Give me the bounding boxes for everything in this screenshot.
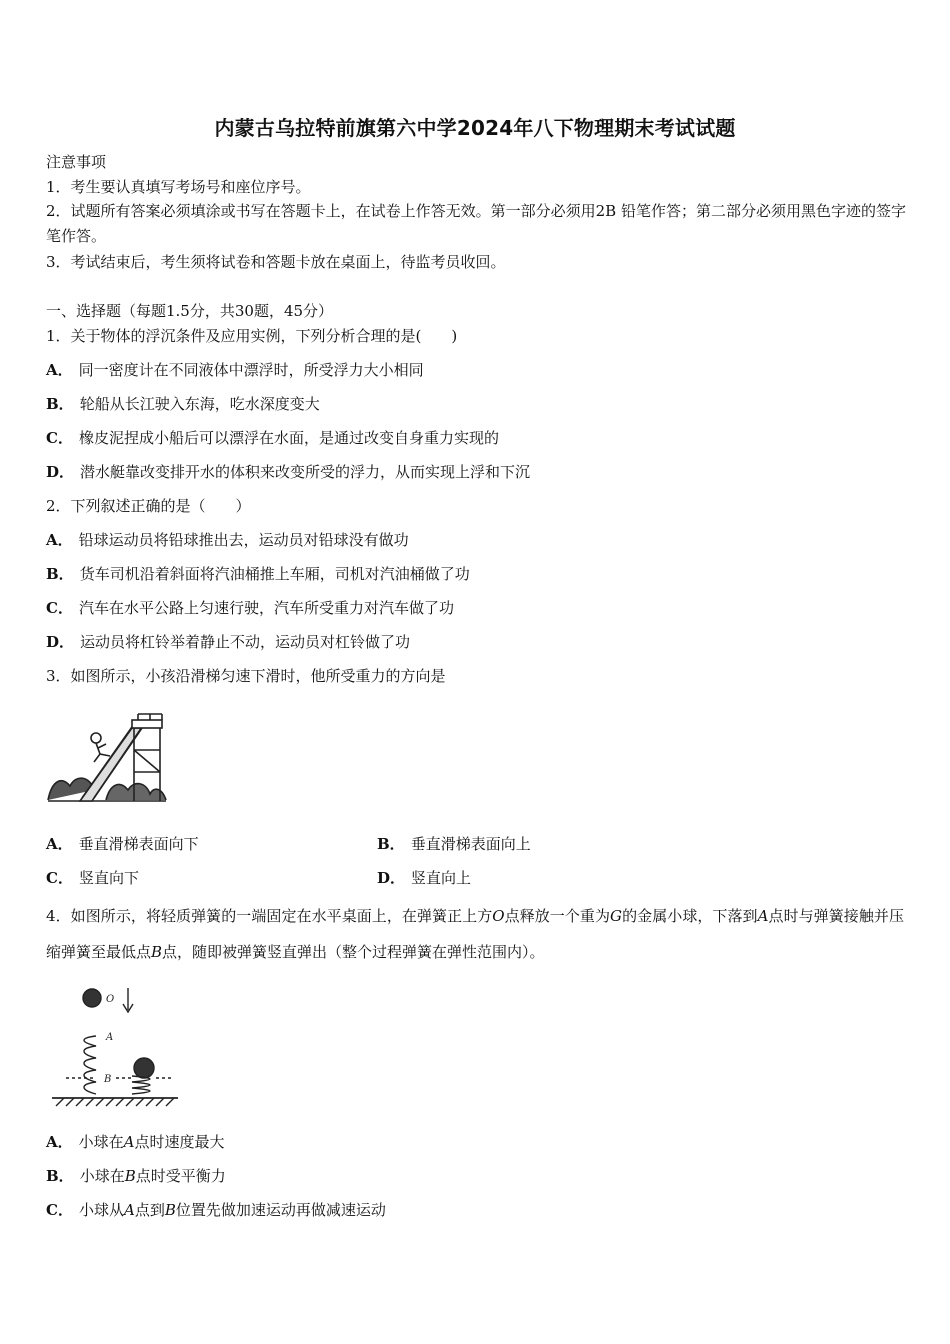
option-label: B． [377,835,405,853]
option-label: B． [46,565,74,583]
page-title: 内蒙古乌拉特前旗第六中学2024年八下物理期末考试试题 [214,116,736,140]
option [377,868,471,888]
option-label: C． [46,429,73,447]
option-text: 铅球运动员将铅球推出去，运动员对铅球没有做功 [78,531,409,549]
option [46,428,499,448]
option-label: C． [46,599,73,617]
option-text: 位置先做加速运动再做减速运动 [175,1201,386,1219]
spring-figure [52,982,182,1108]
option [46,632,410,652]
option-label: D． [377,869,406,887]
option-text: 汽车在水平公路上匀速行驶，汽车所受重力对汽车做了功 [78,599,454,617]
option [46,868,139,888]
option-text: 竖直向上 [411,869,472,887]
stem-var: A [757,907,769,925]
option [46,1132,225,1152]
option-text: 运动员将杠铃举着静止不动，运动员对杠铃做了功 [80,633,411,651]
option-label: A． [46,1133,73,1151]
option-label: A． [46,835,73,853]
option-label: C． [46,1201,73,1219]
question-stem [46,898,904,970]
question-stem: 3．如图所示，小孩沿滑梯匀速下滑时，他所受重力的方向是 [46,667,446,685]
option [46,564,470,584]
question-stem: 2．下列叙述正确的是（ ） [46,497,251,515]
stem-text: 的金属小球，下落到 [622,907,758,925]
option [46,1166,226,1186]
option [46,530,409,550]
stem-text: 点时与弹簧接触并压缩弹簧至最低点 [46,907,904,961]
option-text: 小球在 [79,1167,125,1185]
option-label: B． [46,395,74,413]
option-text: 货车司机沿着斜面将汽油桶推上车厢，司机对汽油桶做了功 [79,565,470,583]
notice-item: 1．考生要认真填写考场号和座位序号。 [46,178,311,196]
option-var: A [123,1133,135,1151]
option-text: 小球从 [78,1201,124,1219]
option-text: 点时受平衡力 [135,1167,226,1185]
notice-heading: 注意事项 [46,153,107,171]
option [377,834,531,854]
slide-figure [46,710,168,806]
option-label: A． [46,361,73,379]
option-var: B [124,1167,136,1185]
option-text: 潜水艇靠改变排开水的体积来改变所受的浮力，从而实现上浮和下沉 [80,463,531,481]
option-label: D． [46,463,75,481]
option-text: 点到 [134,1201,165,1219]
option-label: D． [46,633,75,651]
option-text: 轮船从长江驶入东海，吃水深度变大 [79,395,320,413]
stem-var: G [610,907,623,925]
option [46,394,320,414]
stem-var: B [151,943,163,961]
notice-item: 2．试题所有答案必须填涂或书写在答题卡上，在试卷上作答无效。第一部分必须用2B 铅笔作答；第二部分必须用黑色字迹的签字笔作答。 [46,202,906,245]
option [46,360,424,380]
option-text: 垂直滑梯表面向上 [410,835,531,853]
option [46,834,199,854]
option-label: B． [46,1167,74,1185]
option-label: C． [46,869,73,887]
option-text: 同一密度计在不同液体中漂浮时，所受浮力大小相同 [78,361,424,379]
option-var: A [123,1201,135,1219]
question-stem: 1．关于物体的浮沉条件及应用实例，下列分析合理的是( ) [46,327,458,345]
option-text: 垂直滑梯表面向下 [78,835,199,853]
notice-item: 3．考试结束后，考生须将试卷和答题卡放在桌面上，待监考员收回。 [46,253,506,271]
option-text: 点时速度最大 [134,1133,225,1151]
section-heading: 一、选择题（每题1.5分，共30题，45分） [46,302,334,320]
stem-var: O [492,907,505,925]
option-var: B [164,1201,176,1219]
option [46,462,530,482]
option [46,1200,386,1220]
stem-text: 4．如图所示，将轻质弹簧的一端固定在水平桌面上，在弹簧正上方 [46,907,493,925]
ball-at-o [83,989,101,1007]
option-text: 小球在 [78,1133,124,1151]
option-text: 橡皮泥捏成小船后可以漂浮在水面，是通过改变自身重力实现的 [78,429,499,447]
stem-text: 点，随即被弹簧竖直弹出（整个过程弹簧在弹性范围内）。 [162,943,545,961]
label-o: O [106,994,115,1005]
label-a: A [106,1032,114,1043]
option-text: 竖直向下 [78,869,139,887]
label-b: B [104,1074,112,1085]
option [46,598,454,618]
option-label: A． [46,531,73,549]
stem-text: 点释放一个重为 [504,907,611,925]
